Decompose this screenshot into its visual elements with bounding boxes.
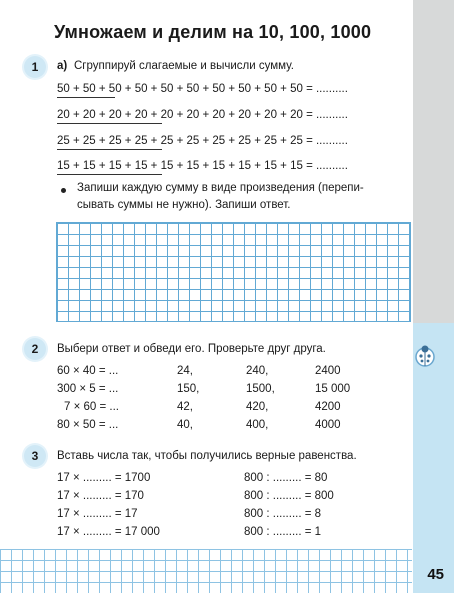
answer-grid[interactable] — [56, 222, 411, 322]
underline-4 — [57, 174, 162, 175]
task-1-label: а) — [57, 60, 68, 72]
page-title: Умножаем и делим на 10, 100, 1000 — [54, 22, 372, 42]
task-2-expr-2: 300 × 5 = ... — [57, 383, 119, 395]
task-3-number: 3 — [24, 445, 46, 467]
bullet-text-line-2: сывать суммы не нужно). Запиши ответ. — [77, 199, 291, 211]
task-1-number: 1 — [24, 56, 46, 78]
page-number: 45 — [427, 566, 444, 583]
task-2-instruction: Выбери ответ и обведи его. Проверьте друг друга. — [57, 343, 326, 355]
task-2-option-a-4[interactable]: 40, — [177, 419, 193, 431]
task-2-number: 2 — [24, 338, 46, 360]
task-2-option-b-4[interactable]: 400, — [246, 419, 269, 431]
task-3-right-4[interactable]: 800 : ......... = 1 — [244, 526, 322, 538]
sum-row-4: 15 + 15 + 15 + 15 + 15 + 15 + 15 + 15 + 15 + 15 = .......... — [57, 160, 348, 172]
underline-1 — [57, 97, 115, 98]
task-2-option-c-4[interactable]: 4000 — [315, 419, 341, 431]
task-2-expr-4: 80 × 50 = ... — [57, 419, 119, 431]
task-3-left-1[interactable]: 17 × ......... = 1700 — [57, 472, 151, 484]
task-3-right-2[interactable]: 800 : ......... = 800 — [244, 490, 334, 502]
underline-2 — [57, 123, 162, 124]
task-3-instruction: Вставь числа так, чтобы получились верные равенства. — [57, 450, 357, 462]
task-2-option-b-2[interactable]: 1500, — [246, 383, 275, 395]
sum-row-2: 20 + 20 + 20 + 20 + 20 + 20 + 20 + 20 + 20 + 20 = .......... — [57, 109, 348, 121]
task-2-option-c-1[interactable]: 2400 — [315, 365, 341, 377]
task-3-left-4[interactable]: 17 × ......... = 17 000 — [57, 526, 160, 538]
task-2-option-c-2[interactable]: 15 000 — [315, 383, 351, 395]
task-2-expr-1: 60 × 40 = ... — [57, 365, 119, 377]
task-2-option-a-1[interactable]: 24, — [177, 365, 193, 377]
bullet-point — [61, 188, 66, 193]
task-1-instruction: Сгруппируй слагаемые и вычисли сумму. — [74, 60, 294, 72]
task-2-option-c-3[interactable]: 4200 — [315, 401, 341, 413]
task-2-option-b-3[interactable]: 420, — [246, 401, 269, 413]
task-2-option-a-2[interactable]: 150, — [177, 383, 200, 395]
task-2-option-a-3[interactable]: 42, — [177, 401, 193, 413]
task-2-option-b-1[interactable]: 240, — [246, 365, 269, 377]
task-3-left-2[interactable]: 17 × ......... = 170 — [57, 490, 144, 502]
sum-row-3: 25 + 25 + 25 + 25 + 25 + 25 + 25 + 25 + 25 + 25 = .......... — [57, 135, 348, 147]
ladybug-icon — [412, 343, 438, 369]
task-3-right-1[interactable]: 800 : ......... = 80 — [244, 472, 328, 484]
underline-3 — [57, 149, 162, 150]
task-3-right-3[interactable]: 800 : ......... = 8 — [244, 508, 322, 520]
bottom-grid — [0, 549, 412, 593]
bullet-text-line-1: Запиши каждую сумму в виде произведения (перепи- — [77, 182, 364, 194]
task-3-left-3[interactable]: 17 × ......... = 17 — [57, 508, 138, 520]
margin-strip-grey — [413, 0, 454, 323]
sum-row-1: 50 + 50 + 50 + 50 + 50 + 50 + 50 + 50 + 50 + 50 = .......... — [57, 83, 348, 95]
task-2-expr-3: 7 × 60 = ... — [64, 401, 119, 413]
